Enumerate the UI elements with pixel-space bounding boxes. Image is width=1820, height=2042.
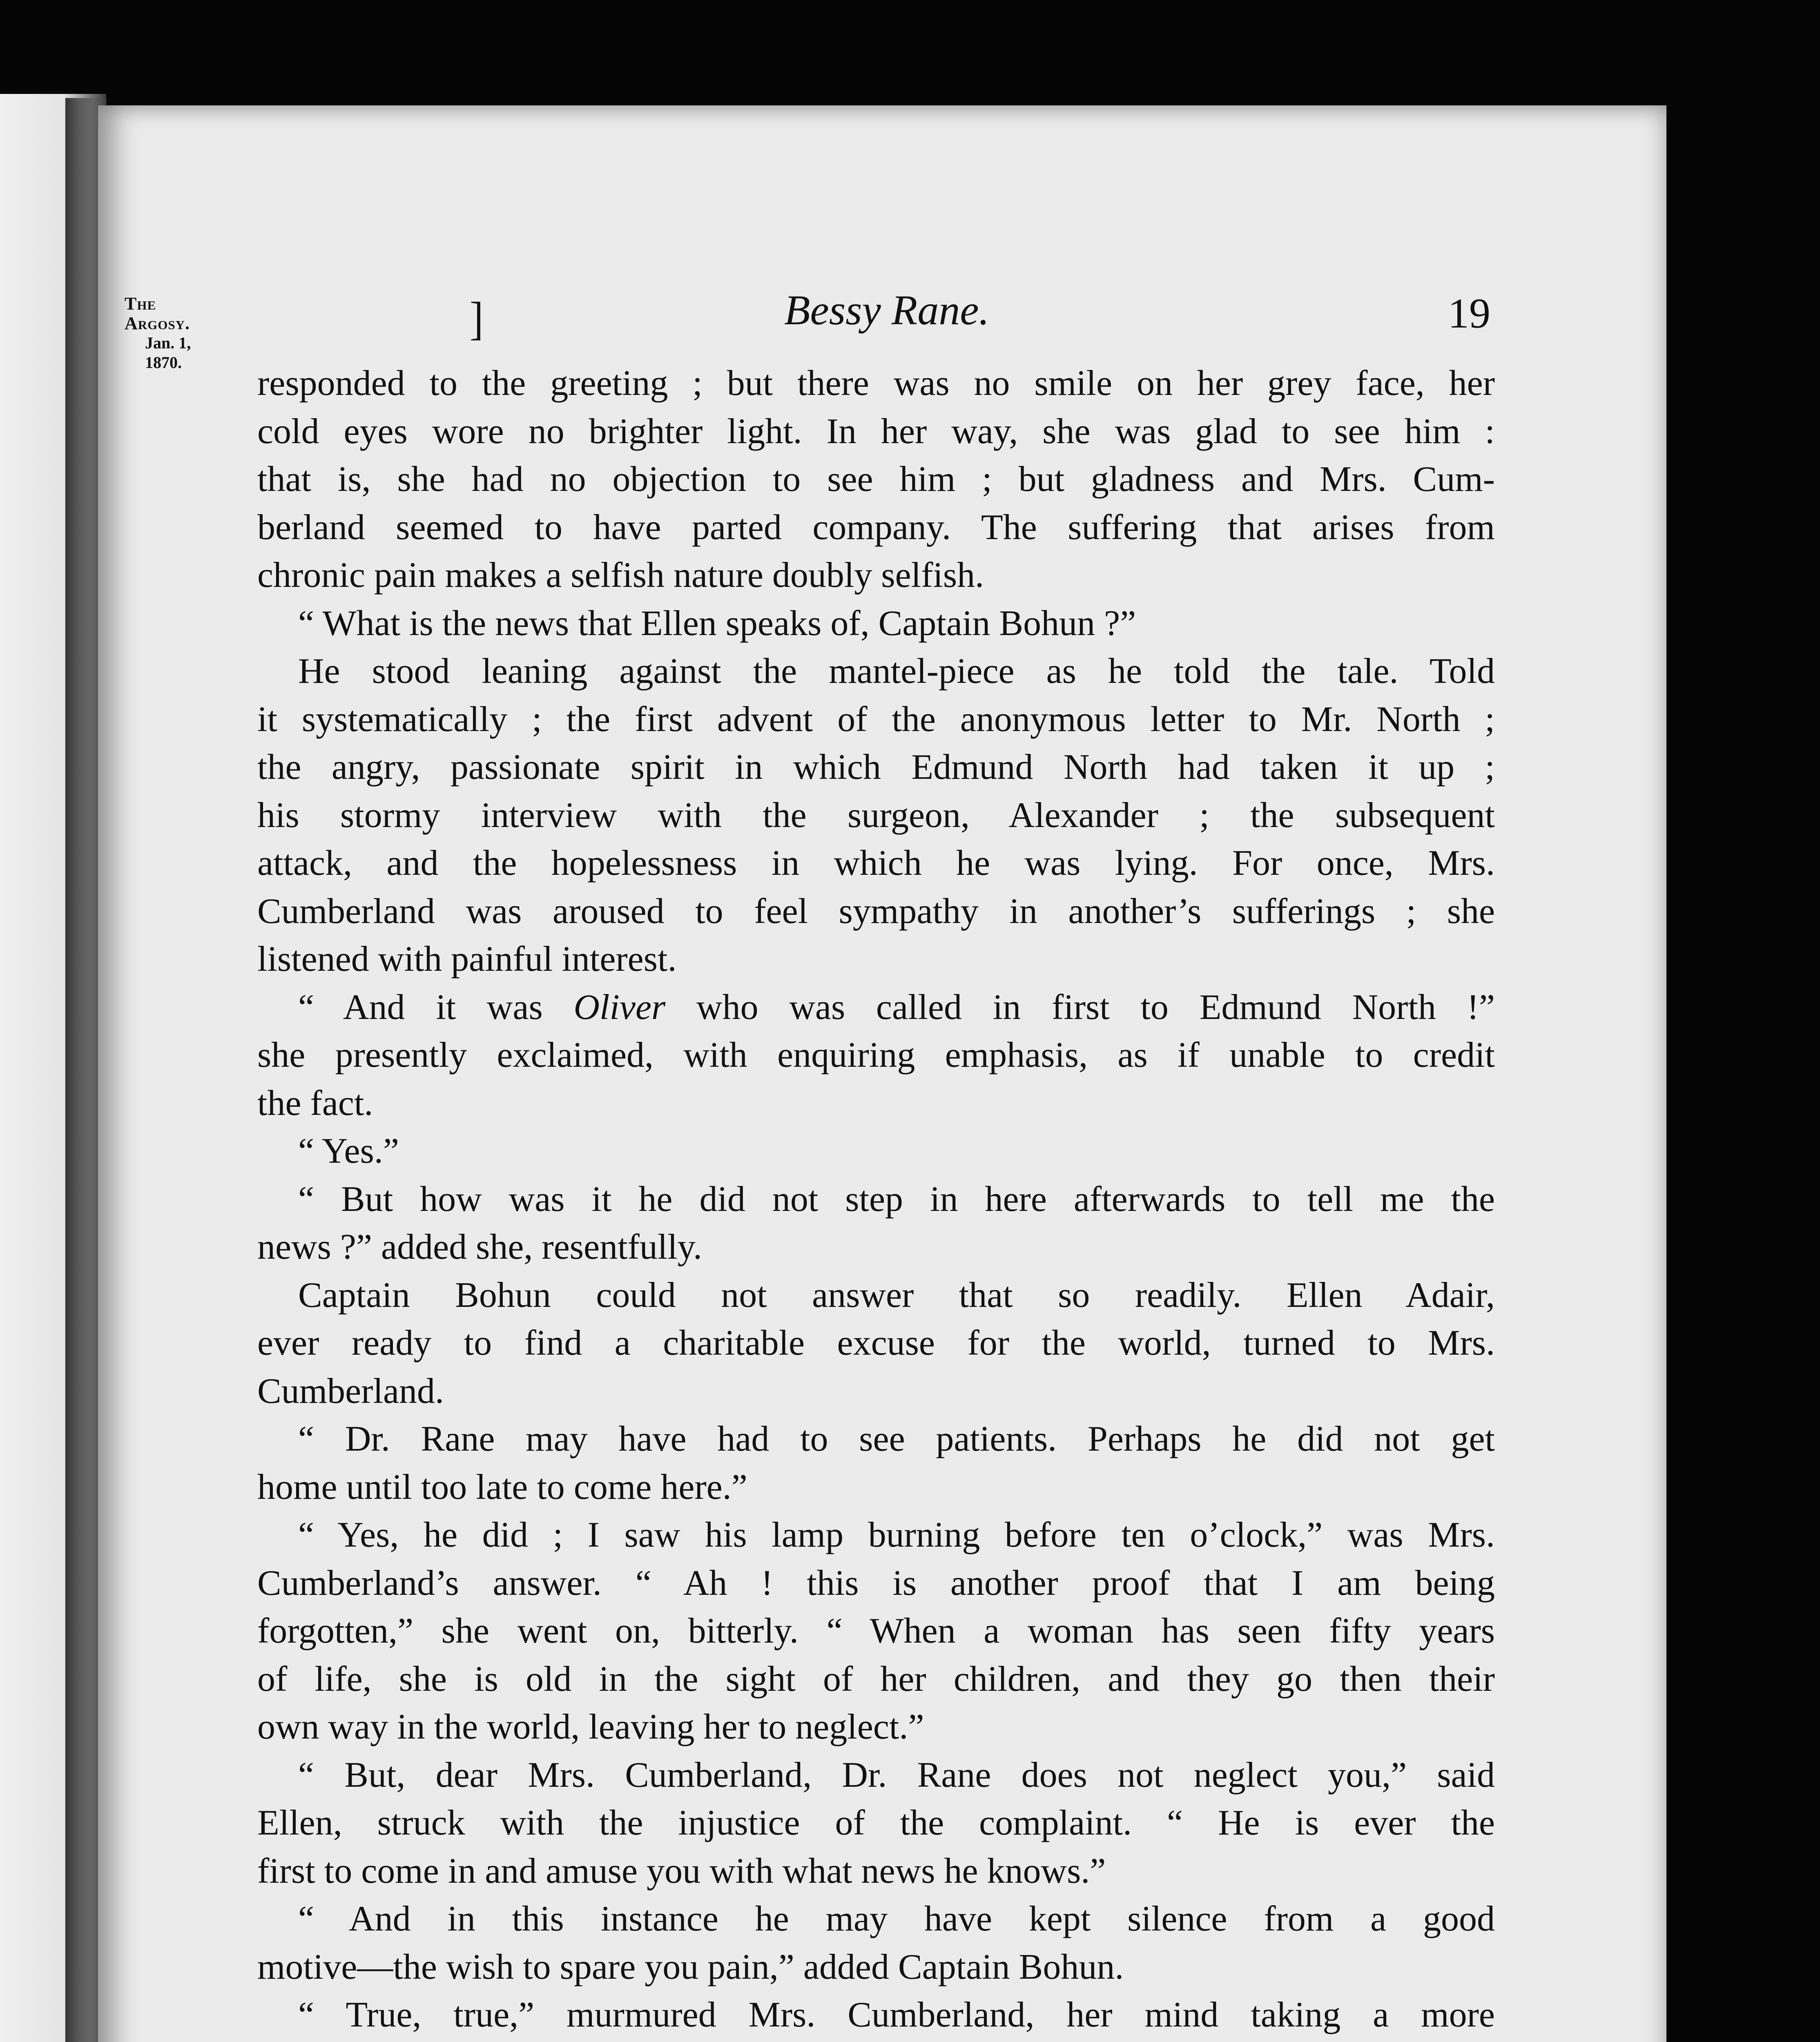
page-number: 19 (1448, 290, 1490, 337)
text-line: “ And it was Oliver who was called in first to Edmund North !” (298, 987, 1495, 1027)
text-line: first to come in and amuse you with what news he knows.” (257, 1851, 1106, 1891)
text-line: chronic pain makes a selfish nature doubly selfish. (257, 555, 984, 595)
text-line: He stood leaning against the mantel-piece as he told the tale. Told (298, 651, 1495, 691)
text-line: cold eyes wore no brighter light. In her way, she was glad to see him : (257, 411, 1495, 451)
text-line: “ But, dear Mrs. Cumberland, Dr. Rane does not neglect you,” said (298, 1755, 1495, 1795)
running-title: Bessy Rane. (784, 287, 990, 334)
text-line: that is, she had no objection to see him ; but gladness and Mrs. Cum- (257, 459, 1495, 499)
text-line: berland seemed to have parted company. The suffering that arises from (257, 507, 1495, 547)
magazine-name: The Argosy. (125, 294, 190, 333)
text-line: Cumberland’s answer. “ Ah ! this is another proof that I am being (257, 1563, 1495, 1603)
text-line: Ellen, struck with the injustice of the complaint. “ He is ever the (257, 1803, 1495, 1843)
text-line (257, 2039, 1495, 2042)
emphasis: Oliver (573, 987, 666, 1027)
body-text (257, 359, 1495, 2042)
text-line: forgotten,” she went on, bitterly. “ When a woman has seen fifty years (257, 1611, 1495, 1651)
text-line: the fact. (257, 1083, 373, 1123)
text-line: she presently exclaimed, with enquiring emphasis, as if unable to credit (257, 1035, 1495, 1075)
text-line: home until too late to come here.” (257, 1467, 747, 1507)
text-line: responded to the greeting ; but there was no smile on her grey face, her (257, 363, 1495, 403)
text-line: his stormy interview with the surgeon, Alexander ; the subsequent (257, 795, 1495, 835)
text-line: news ?” added she, resentfully. (257, 1227, 702, 1267)
text-line: Captain Bohun could not answer that so readily. Ellen Adair, (298, 1275, 1495, 1315)
text-line: “ True, true,” murmured Mrs. Cumberland, her mind taking a more (298, 1995, 1495, 2035)
text-line: Cumberland. (257, 1371, 444, 1411)
running-head-left (125, 294, 214, 372)
text-line: it systematically ; the first advent of the anonymous letter to Mr. North ; (257, 699, 1495, 739)
text-line: “ Dr. Rane may have had to see patients. Perhaps he did not get (298, 1419, 1495, 1459)
closing-bracket: ] (470, 292, 484, 345)
text-line: “ Yes.” (298, 1131, 399, 1171)
text-line: attack, and the hopelessness in which he was lying. For once, Mrs. (257, 843, 1495, 883)
text-line: ever ready to find a charitable excuse for the world, turned to Mrs. (257, 1323, 1495, 1363)
text-line: of life, she is old in the sight of her children, and they go then their (257, 1659, 1495, 1699)
text-line: motive—the wish to spare you pain,” added Captain Bohun. (257, 1947, 1124, 1987)
text-line: Cumberland was aroused to feel sympathy in another’s sufferings ; she (257, 891, 1495, 931)
text-line: “ What is the news that Ellen speaks of, Captain Bohun ?” (298, 603, 1136, 643)
text-line: own way in the world, leaving her to neglect.” (257, 1707, 924, 1747)
text-line: the angry, passionate spirit in which Edmund North had taken it up ; (257, 747, 1495, 787)
issue-date: Jan. 1, 1870. (145, 334, 191, 372)
text-line: “ And in this instance he may have kept silence from a good (298, 1899, 1495, 1939)
text-line: “ Yes, he did ; I saw his lamp burning before ten o’clock,” was Mrs. (298, 1515, 1495, 1555)
text-line: listened with painful interest. (257, 939, 677, 979)
text-line: “ But how was it he did not step in here afterwards to tell me the (298, 1179, 1495, 1219)
